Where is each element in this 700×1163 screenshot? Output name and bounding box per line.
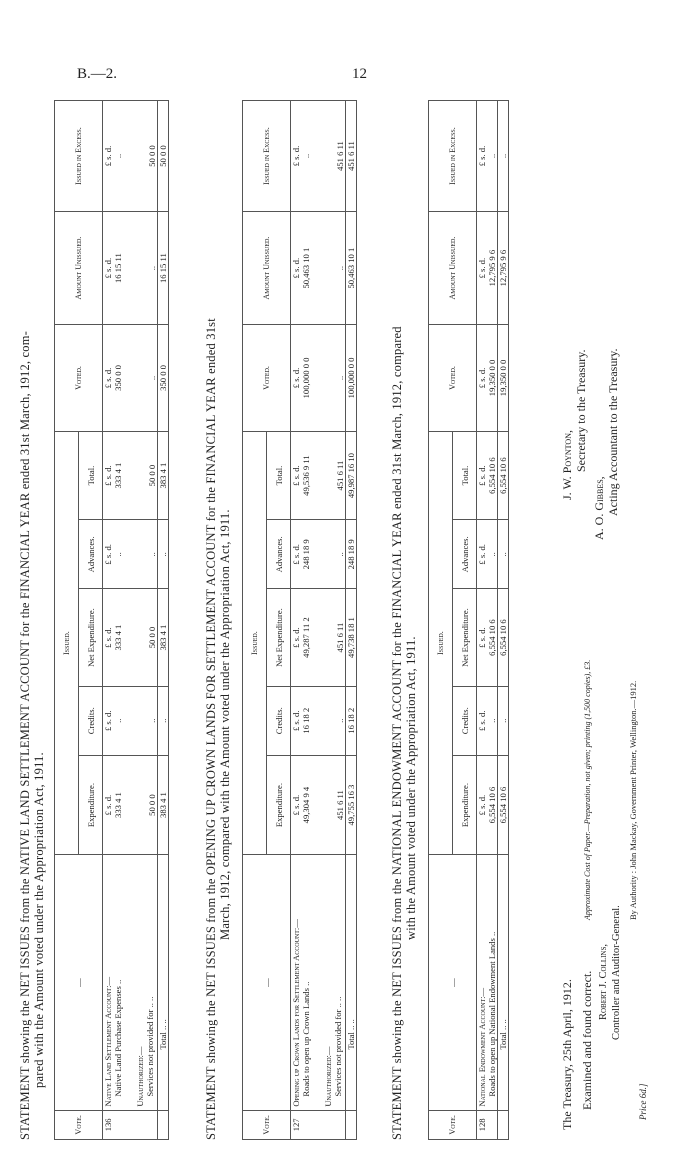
credits-total: .. [498,686,509,755]
examined-note: Examined and found correct. [580,970,594,1110]
auditor-title: Controller and Auditor-General. [611,905,622,1040]
total-label: Total .. .. [346,855,357,1110]
item-label: Services not provided for .. .. [145,996,155,1097]
issued-in-excess-column-header: Issued in Excess. [243,101,291,212]
printing-cost-note: Approximate Cost of Paper.—Preparation, not given; printing (1,500 copies), £3. [583,659,592,920]
credits-column-header: Credits. [79,686,103,755]
secretary-name: J. W. Poynton, [560,430,574,500]
net-expenditure-column-header: Net Expenditure. [267,589,291,687]
total-column-header: Total. [267,431,291,520]
page-number: 12 [352,66,367,82]
vote-number: 127 [291,1110,346,1139]
expenditure-column-header: Expenditure. [79,755,103,855]
vote-number: 128 [477,1110,498,1139]
grand-total: 383 4 1 [158,431,169,520]
accountant-name: A. O. Gibbes, [592,476,606,540]
total-column-header: Total. [453,431,477,520]
total-column-header: Total. [79,431,103,520]
expenditure-total: 383 4 1 [158,755,169,855]
excess-total: 50 0 0 [158,101,169,212]
account-heading: Native Land Settlement Account:— [103,976,113,1107]
excess-cell: £ s. d. .. [477,101,498,212]
issued-in-excess-column-header: Issued in Excess. [429,101,477,212]
item-label: Roads to open up Crown Lands .. [301,981,311,1097]
vote-number: 136 [103,1110,158,1139]
description-column-header: — [55,855,103,1110]
credits-cell: £ s. d. 16 18 2 .. [291,686,346,755]
document-reference: B.—2. [77,66,118,82]
unauthorized-heading: Unauthorized:— [135,1046,145,1107]
net-expenditure-column-header: Net Expenditure. [453,589,477,687]
issued-group-header: Issued. [55,431,79,855]
total-cell: £ s. d. 49,536 9 11 451 6 11 [291,431,346,520]
table-row [477,101,498,1140]
row-description [103,855,158,1110]
net-expenditure-column-header: Net Expenditure. [79,589,103,687]
advances-cell: £ s. d. .. [477,520,498,589]
price-note: Price 6d.] [638,1083,648,1120]
statement-2-table [242,100,357,1140]
credits-column-header: Credits. [453,686,477,755]
statement-3-title-line-2: with the Amount voted under the Appropriation Act, 1911. [404,636,418,940]
advances-total: .. [158,520,169,589]
vote-column-header: Vote. [55,1110,103,1139]
table-row [103,101,158,1140]
total-row [158,101,169,1140]
credits-total: .. [158,686,169,755]
statement-3-table [428,100,509,1140]
excess-cell: £ s. d. .. 451 6 11 [291,101,346,212]
unissued-total: 50,463 10 1 [346,212,357,325]
excess-total: .. [498,101,509,212]
excess-cell: £ s. d. .. 50 0 0 [103,101,158,212]
net-expenditure-cell: £ s. d. 49,287 11 2 451 6 11 [291,589,346,687]
voted-column-header: Voted. [55,325,103,432]
vote-column-header: Vote. [429,1110,477,1139]
total-cell: £ s. d. 6,554 10 6 [477,431,498,520]
statement-1-title-line-2: pared with the Amount voted under the Appropriation Act, 1911. [32,752,46,1088]
net-expenditure-total: 6,554 10 6 [498,589,509,687]
unissued-total: 12,795 9 6 [498,212,509,325]
excess-total: 451 6 11 [346,101,357,212]
treasury-date: The Treasury, 25th April, 1912. [560,979,574,1130]
total-label: Total .. .. [498,855,509,1110]
issued-group-header: Issued. [243,431,267,855]
statement-2-title-line-2: March, 1912, compared with the Amount voted under the Appropriation Act, 1911. [218,509,232,940]
total-row [346,101,357,1140]
item-label: Native Land Purchase Expenses .. [113,979,123,1097]
unissued-cell: £ s. d. 50,463 10 1 .. [291,212,346,325]
row-description [291,855,346,1110]
net-expenditure-total: 49,738 18 1 [346,589,357,687]
table-row [291,101,346,1140]
advances-total: 248 18 9 [346,520,357,589]
accountant-title: Acting Accountant to the Treasury. [606,348,620,516]
description-column-header: — [243,855,291,1110]
issued-in-excess-column-header: Issued in Excess. [55,101,103,212]
credits-cell: £ s. d. .. .. [103,686,158,755]
advances-total: .. [498,520,509,589]
unissued-cell: £ s. d. 16 15 11 .. [103,212,158,325]
statement-2-title-line-1: STATEMENT showing the NET ISSUES from the OPENING UP CROWN LANDS FOR SETTLEMENT ACCOUNT for the FINANCIAL YEAR ended 31st [204,318,218,1140]
item-label: Services not provided for .. .. [333,996,343,1097]
advances-column-header: Advances. [453,520,477,589]
rotated-page-content [14,80,654,1140]
row-description [477,855,498,1110]
expenditure-total: 6,554 10 6 [498,755,509,855]
grand-total: 49,987 16 10 [346,431,357,520]
description-column-header: — [429,855,477,1110]
statement-3-title-line-1: STATEMENT showing the NET ISSUES from the NATIONAL ENDOWMENT ACCOUNT for the FINANCIAL YEAR ended 31st March, 1912, compared [390,326,404,1140]
advances-cell: £ s. d. 248 18 9 .. [291,520,346,589]
auditor-name: Robert J. Collins, [598,943,609,1020]
voted-total: 350 0 0 [158,325,169,432]
unauthorized-heading: Unauthorized:— [323,1046,333,1107]
voted-column-header: Voted. [429,325,477,432]
secretary-title: Secretary to the Treasury. [574,349,588,472]
vote-column-header: Vote. [243,1110,291,1139]
expenditure-column-header: Expenditure. [453,755,477,855]
credits-total: 16 18 2 [346,686,357,755]
expenditure-column-header: Expenditure. [267,755,291,855]
statement-3-title [390,326,418,1140]
total-cell: £ s. d. 333 4 1 50 0 0 [103,431,158,520]
printer-authority: By Authority : John Mackay, Government Printer, Wellington.—1912. [628,680,638,920]
account-heading: Opening up Crown Lands for Settlement Account:— [291,919,301,1107]
grand-total: 6,554 10 6 [498,431,509,520]
total-row [498,101,509,1140]
amount-unissued-column-header: Amount Unissued. [429,212,477,325]
credits-cell: £ s. d. .. [477,686,498,755]
voted-cell: £ s. d. 100,000 0 0 .. [291,325,346,432]
expenditure-cell: £ s. d. 6,554 10 6 [477,755,498,855]
voted-total: 19,350 0 0 [498,325,509,432]
net-expenditure-cell: £ s. d. 333 4 1 50 0 0 [103,589,158,687]
statement-1-title-line-1: STATEMENT showing the NET ISSUES from the NATIVE LAND SETTLEMENT ACCOUNT for the FINANCIAL YEAR ended 31st March, 1912, com- [18,330,32,1140]
voted-cell: £ s. d. 19,350 0 0 [477,325,498,432]
net-expenditure-cell: £ s. d. 6,554 10 6 [477,589,498,687]
total-label: Total .. .. [158,855,169,1110]
expenditure-total: 49,755 16 3 [346,755,357,855]
voted-total: 100,000 0 0 [346,325,357,432]
advances-column-header: Advances. [267,520,291,589]
expenditure-cell: £ s. d. 333 4 1 50 0 0 [103,755,158,855]
voted-column-header: Voted. [243,325,291,432]
advances-column-header: Advances. [79,520,103,589]
statement-2-title [204,318,232,1140]
account-heading: National Endowment Account:— [477,987,487,1107]
amount-unissued-column-header: Amount Unissued. [55,212,103,325]
voted-cell: £ s. d. 350 0 0 .. [103,325,158,432]
advances-cell: £ s. d. .. .. [103,520,158,589]
expenditure-cell: £ s. d. 49,304 9 4 451 6 11 [291,755,346,855]
credits-column-header: Credits. [267,686,291,755]
statement-1-title [18,331,46,1140]
item-label: Roads to open up National Endowment Lands .. [487,931,497,1097]
unissued-total: 16 15 11 [158,212,169,325]
amount-unissued-column-header: Amount Unissued. [243,212,291,325]
issued-group-header: Issued. [429,431,453,855]
net-expenditure-total: 383 4 1 [158,589,169,687]
statement-1-table [54,100,169,1140]
unissued-cell: £ s. d. 12,795 9 6 [477,212,498,325]
